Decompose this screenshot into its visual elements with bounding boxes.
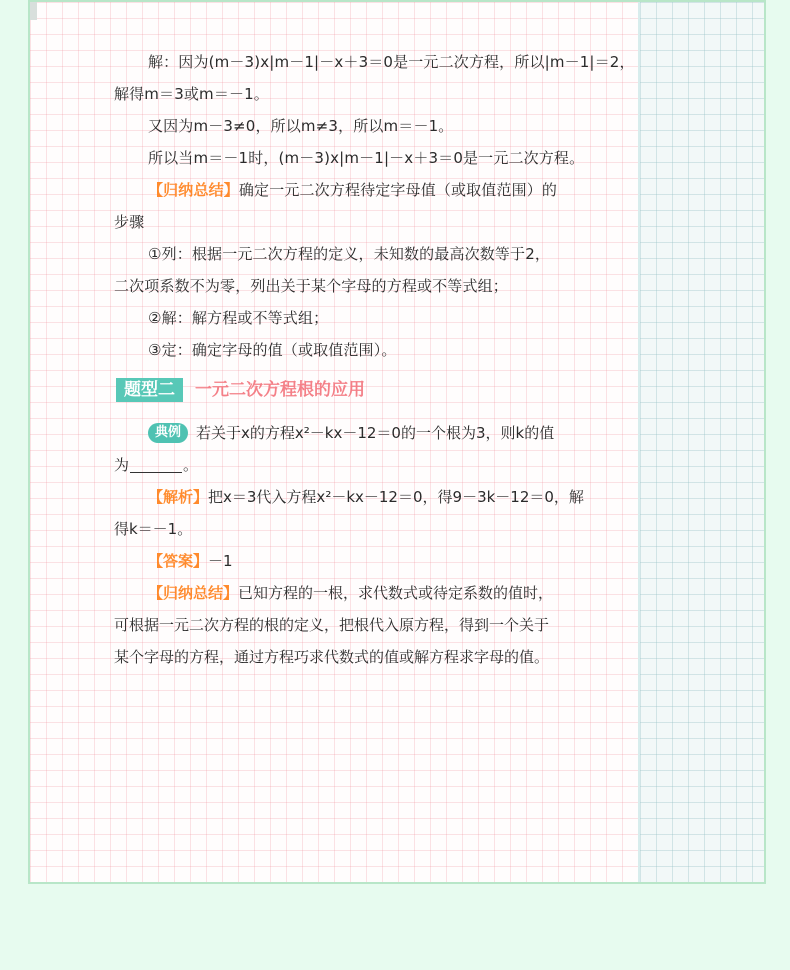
example-question-suffix: 。 (183, 456, 199, 474)
example-question-line-2 (114, 450, 659, 482)
analysis-line-2: 得k＝－1。 (114, 520, 193, 538)
answer-blank (130, 454, 182, 473)
analysis-text-1: 把x＝3代入方程x²－kx－12＝0，得9－3k－12＝0，解 (208, 488, 584, 506)
section-badge: 题型二 (116, 378, 183, 402)
answer-value: －1 (208, 552, 233, 570)
example-question-prefix: 为 (114, 456, 130, 474)
worksheet-page (28, 0, 766, 884)
step-1-continued: 二次项系数不为零，列出关于某个字母的方程或不等式组； (114, 277, 508, 295)
answer-label: 【答案】 (148, 552, 209, 570)
summary-line-1 (114, 174, 659, 206)
solution-line-1: 解：因为(m－3)x|m－1|－x＋3＝0是一元二次方程，所以|m－1|＝2， (148, 53, 635, 71)
example-badge: 典例 (148, 423, 188, 443)
solution-content (114, 46, 659, 366)
example-summary-line-3: 某个字母的方程，通过方程巧求代数式的值或解方程求字母的值。 (114, 648, 550, 666)
example-question-line-1 (114, 418, 659, 450)
section-heading (116, 376, 371, 404)
step-3: ③定：确定字母的值（或取值范围）。 (148, 341, 397, 359)
section-title: 一元二次方程根的应用 (189, 378, 371, 402)
example-content (114, 418, 659, 674)
summary-text: 确定一元二次方程待定字母值（或取值范围）的 (238, 181, 558, 199)
analysis-line-1 (114, 482, 659, 514)
analysis-label: 【解析】 (148, 488, 209, 506)
summary-label: 【归纳总结】 (148, 181, 239, 199)
example-question-text: 若关于x的方程x²－kx－12＝0的一个根为3，则k的值 (196, 424, 555, 442)
example-summary-text-1: 已知方程的一根，求代数式或待定系数的值时， (238, 584, 554, 602)
example-summary-line-1 (114, 578, 659, 610)
step-1: ①列：根据一元二次方程的定义，未知数的最高次数等于2， (148, 245, 551, 263)
solution-line-2: 解得m＝3或m＝－1。 (114, 85, 269, 103)
example-summary-line-2: 可根据一元二次方程的根的定义，把根代入原方程，得到一个关于 (114, 616, 550, 634)
example-summary-label: 【归纳总结】 (148, 584, 239, 602)
solution-line-3: 又因为m－3≠0，所以m≠3，所以m＝－1。 (148, 117, 454, 135)
step-2: ②解：解方程或不等式组； (148, 309, 329, 327)
answer-line (114, 546, 659, 578)
summary-line-2: 步骤 (114, 213, 145, 231)
page-tab-marker (30, 2, 37, 20)
solution-line-4: 所以当m＝－1时，(m－3)x|m－1|－x＋3＝0是一元二次方程。 (148, 149, 585, 167)
